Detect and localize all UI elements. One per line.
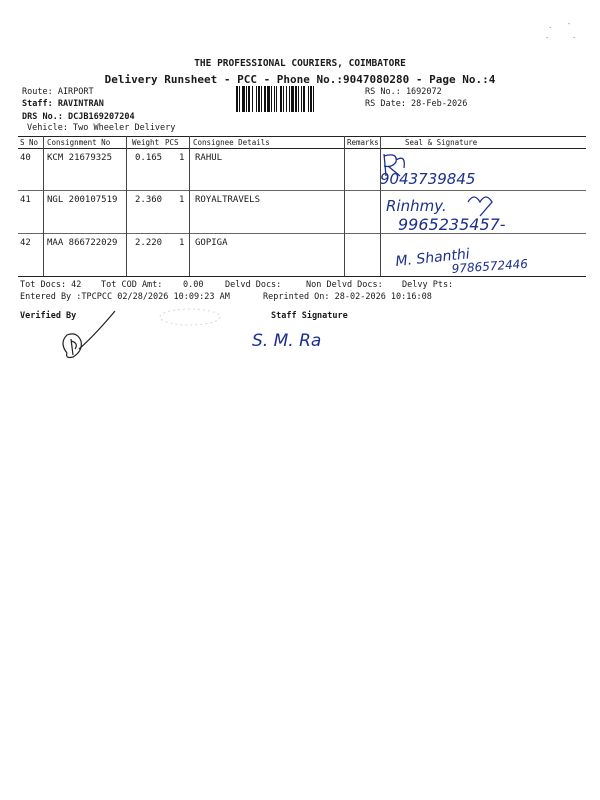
- barcode-bar: [242, 86, 245, 112]
- rs-date: RS Date: 28-Feb-2026: [365, 99, 468, 109]
- barcode-bar: [248, 86, 250, 112]
- column-divider: [189, 136, 190, 276]
- table-cell-pcs: 1: [179, 238, 185, 248]
- column-divider: [43, 136, 44, 276]
- rs-number: RS No.: 1692072: [365, 87, 442, 97]
- barcode-bar: [310, 86, 312, 112]
- barcode-bar: [258, 86, 260, 112]
- staff-signature-label: Staff Signature: [271, 311, 348, 321]
- table-cell-consignee: ROYALTRAVELS: [195, 195, 261, 205]
- barcode-bar: [295, 86, 297, 112]
- barcode-bar: [280, 86, 282, 112]
- table-cell-consignment: MAA 866722029: [47, 238, 118, 248]
- table-cell-weight: 2.360: [135, 195, 163, 205]
- scan-mark: -: [545, 34, 550, 42]
- header-consignment: Consignment No: [47, 138, 111, 147]
- barcode-bar: [264, 86, 266, 112]
- header-consignee: Consignee Details: [193, 138, 270, 147]
- barcode-bar: [274, 86, 275, 112]
- barcode-bar: [271, 86, 272, 112]
- table-cell-consignment: KCM 21679325: [47, 153, 113, 163]
- staff-signature: [248, 322, 388, 356]
- scan-mark: -: [567, 20, 572, 28]
- table-top-rule: [18, 136, 586, 137]
- signature-name: Rinhmy.: [386, 197, 447, 215]
- route-label: Route: AIRPORT: [22, 87, 94, 97]
- table-cell-sno: 42: [20, 238, 31, 248]
- table-cell-weight: 0.165: [135, 153, 163, 163]
- barcode-bar: [283, 86, 284, 112]
- company-title: THE PROFESSIONAL COURIERS, COIMBATORE: [194, 58, 406, 69]
- delivered-docs: Delvd Docs:: [225, 280, 282, 290]
- header-weight: Weight: [132, 138, 160, 147]
- barcode-bar: [289, 86, 290, 112]
- barcode-bar: [291, 86, 294, 112]
- header-seal-signature: Seal & Signature: [405, 138, 478, 147]
- delivery-points: Delvy Pts:: [402, 280, 454, 290]
- scan-mark: ·: [572, 34, 577, 42]
- signature-phone: 9786572446: [451, 256, 529, 276]
- table-cell-consignment: NGL 200107519: [47, 195, 118, 205]
- barcode-bar: [239, 86, 240, 112]
- header-remarks: Remarks: [347, 138, 379, 147]
- barcode-bar: [313, 86, 314, 112]
- table-cell-consignee: RAHUL: [195, 153, 223, 163]
- total-cod-value: 0.00: [183, 280, 204, 290]
- barcode-bar: [298, 86, 299, 112]
- drs-label: DRS No.: DCJB169207204: [22, 112, 135, 122]
- total-cod-label: Tot COD Amt:: [101, 280, 163, 290]
- table-cell-pcs: 1: [179, 195, 185, 205]
- barcode-bar: [267, 86, 270, 112]
- column-divider: [344, 136, 345, 276]
- verified-by-label: Verified By: [20, 311, 77, 321]
- staff-label: Staff: RAVINTRAN: [22, 99, 104, 109]
- barcode-bar: [301, 86, 302, 112]
- staff-signature-text: S. M. Ra: [252, 331, 322, 351]
- barcode: [236, 86, 360, 112]
- total-docs: Tot Docs: 42: [20, 280, 82, 290]
- header-pcs: PCS: [165, 138, 179, 147]
- reprinted-on: Reprinted On: 28-02-2026 10:16:08: [263, 292, 432, 302]
- barcode-bar: [276, 86, 277, 112]
- scan-mark: ·: [548, 24, 553, 32]
- signature-phone: 9965235457-: [398, 215, 506, 234]
- barcode-bar: [256, 86, 257, 112]
- signature-name: M. Shanthi: [394, 246, 471, 270]
- column-divider: [126, 136, 127, 276]
- entered-by: Entered By :TPCPCC 02/28/2026 10:09:23 AM: [20, 292, 230, 302]
- table-cell-pcs: 1: [179, 153, 185, 163]
- barcode-bar: [261, 86, 262, 112]
- barcode-bar: [303, 86, 305, 112]
- signature-phone: 9043739845: [380, 170, 476, 188]
- table-cell-weight: 2.220: [135, 238, 163, 248]
- non-delivered-docs: Non Delvd Docs:: [306, 280, 383, 290]
- barcode-bar: [286, 86, 287, 112]
- table-cell-sno: 41: [20, 195, 31, 205]
- barcode-bar: [252, 86, 253, 112]
- header-sno: S No: [20, 138, 39, 147]
- vehicle-label: Vehicle: Two Wheeler Delivery: [27, 123, 176, 133]
- verified-by-signature: [55, 305, 135, 365]
- table-cell-sno: 40: [20, 153, 31, 163]
- barcode-bar: [236, 86, 238, 112]
- barcode-bar: [308, 86, 309, 112]
- table-cell-consignee: GOPIGA: [195, 238, 228, 248]
- faint-stamp: [150, 303, 230, 333]
- runsheet-subtitle: Delivery Runsheet - PCC - Phone No.:9047080280 - Page No.:4: [104, 73, 496, 86]
- handwritten-signatures: [370, 148, 590, 280]
- barcode-bar: [246, 86, 247, 112]
